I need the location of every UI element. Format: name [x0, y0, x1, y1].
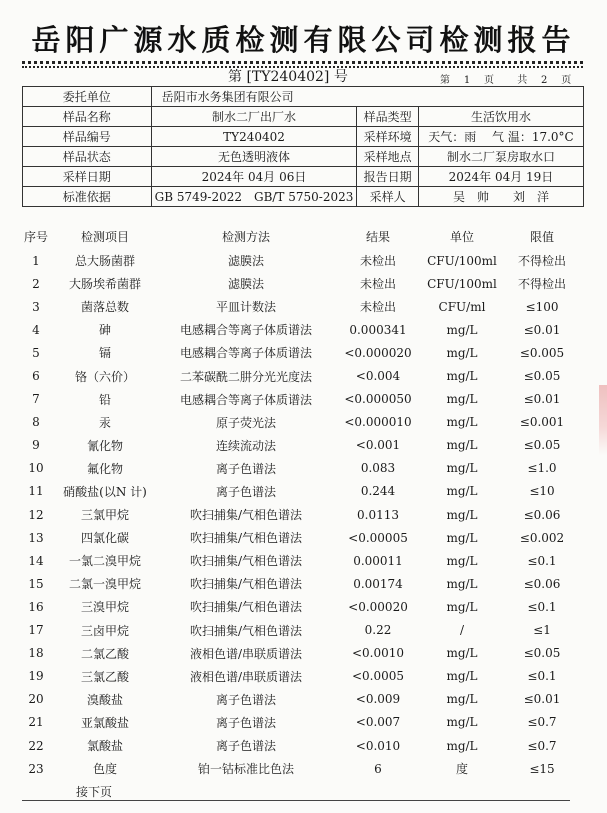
sample-type-label: 样品类型 [357, 107, 419, 127]
test-method: 吹扫捕集/气相色谱法 [189, 531, 303, 546]
state-value: 无色透明液体 [151, 147, 357, 167]
limit: ≤0.1 [527, 669, 557, 684]
test-item: 氯酸盐 [86, 739, 123, 754]
limit: ≤0.7 [527, 715, 557, 730]
table-row [22, 757, 584, 780]
test-result: 0.0113 [357, 507, 399, 522]
report-date-label: 报告日期 [357, 167, 419, 187]
standard-label: 标准依据 [23, 187, 152, 207]
test-item: 菌落总数 [80, 300, 129, 315]
next-page-note: 接下页 [76, 785, 113, 799]
sample-name-label: 样品名称 [23, 107, 152, 127]
test-item: 三氯甲烷 [80, 508, 129, 523]
row-number: 9 [32, 438, 40, 453]
table-row [22, 595, 584, 618]
row-number: 13 [28, 530, 44, 545]
test-item: 亚氯酸盐 [80, 715, 129, 730]
row-number: 1 [32, 253, 40, 268]
test-result: <0.0010 [351, 646, 405, 661]
unit: mg/L [446, 669, 478, 684]
test-results-table [22, 223, 584, 780]
test-method: 吹扫捕集/气相色谱法 [189, 600, 303, 615]
test-result: 未检出 [359, 300, 396, 315]
test-method: 滤膜法 [227, 277, 264, 292]
sampler-value: 吴 帅 刘 洋 [418, 187, 583, 207]
column-header: 检测方法 [221, 229, 270, 244]
test-item: 铅 [98, 392, 111, 407]
test-method: 离子色谱法 [215, 715, 276, 730]
table-row [22, 411, 584, 434]
test-item: 三卤甲烷 [80, 623, 129, 638]
test-item: 三氯乙酸 [80, 669, 129, 684]
test-method: 电感耦合等离子体质谱法 [179, 346, 312, 361]
test-method: 离子色谱法 [215, 692, 276, 707]
unit: CFU/ml [438, 299, 486, 314]
limit: ≤10 [529, 484, 555, 499]
test-method: 原子荧光法 [215, 415, 276, 430]
limit: 不得检出 [517, 277, 566, 292]
row-number: 16 [28, 599, 44, 614]
test-result: <0.00020 [348, 599, 408, 614]
table-row [22, 364, 584, 387]
test-method: 液相色谱/串联质谱法 [189, 669, 303, 684]
unit: mg/L [446, 438, 478, 453]
limit: ≤0.002 [519, 530, 565, 545]
row-number: 20 [28, 692, 44, 707]
title-divider [22, 61, 583, 64]
standard-value: GB 5749-2022 GB/T 5750-2023 [151, 187, 357, 207]
table-row [22, 619, 584, 642]
table-row [22, 734, 584, 757]
unit: mg/L [446, 576, 478, 591]
unit: mg/L [446, 392, 478, 407]
limit: ≤0.7 [527, 738, 557, 753]
client-value: 岳阳市水务集团有限公司 [151, 87, 583, 107]
test-method: 吹扫捕集/气相色谱法 [189, 577, 303, 592]
row-number: 17 [28, 623, 44, 638]
row-number: 3 [32, 299, 40, 314]
test-result: 0.00011 [353, 553, 403, 568]
table-row [22, 295, 584, 318]
test-result: <0.001 [355, 438, 401, 453]
unit: mg/L [446, 461, 478, 476]
test-method: 离子色谱法 [215, 739, 276, 754]
page-label: 第 1 页 [440, 75, 494, 86]
limit: ≤0.005 [519, 345, 565, 360]
table-row [22, 388, 584, 411]
unit: mg/L [446, 715, 478, 730]
test-result: <0.010 [355, 738, 401, 753]
sample-no-label: 样品编号 [23, 127, 152, 147]
table-row [22, 526, 584, 549]
test-item: 氰化物 [86, 438, 123, 453]
unit: mg/L [446, 322, 478, 337]
test-result: <0.0005 [351, 669, 405, 684]
row-number: 8 [32, 415, 40, 430]
table-row [22, 711, 584, 734]
client-label: 委托单位 [23, 87, 152, 107]
test-item: 铬（六价） [74, 369, 135, 384]
limit: ≤0.1 [527, 599, 557, 614]
limit: ≤1 [533, 623, 551, 638]
page-indicator [440, 71, 591, 86]
row-number: 10 [28, 461, 44, 476]
unit: mg/L [446, 345, 478, 360]
test-method: 吹扫捕集/气相色谱法 [189, 623, 303, 638]
table-row [22, 272, 584, 295]
unit: / [459, 623, 465, 638]
table-row [22, 341, 584, 364]
table-row [22, 642, 584, 665]
test-method: 平皿计数法 [215, 300, 276, 315]
test-method: 液相色谱/串联质谱法 [189, 646, 303, 661]
unit: mg/L [446, 692, 478, 707]
test-method: 滤膜法 [227, 254, 264, 269]
test-item: 三溴甲烷 [80, 600, 129, 615]
limit: ≤0.01 [523, 322, 561, 337]
limit: ≤0.05 [523, 438, 561, 453]
test-result: <0.009 [355, 692, 401, 707]
row-number: 12 [28, 507, 44, 522]
test-item: 硝酸盐(以N 计) [63, 484, 147, 499]
report-title: 岳阳广源水质检测有限公司检测报告 [31, 23, 576, 57]
test-item: 大肠埃希菌群 [68, 277, 141, 292]
row-number: 19 [28, 669, 44, 684]
test-result: 0.22 [364, 623, 392, 638]
unit: mg/L [446, 415, 478, 430]
test-item: 一氯二溴甲烷 [68, 554, 141, 569]
limit: ≤15 [529, 761, 555, 776]
unit: CFU/100ml [427, 276, 497, 291]
info-row-dates [23, 167, 584, 187]
test-method: 连续流动法 [215, 438, 276, 453]
table-row [22, 480, 584, 503]
info-row-state [23, 147, 584, 167]
row-number: 5 [32, 345, 40, 360]
info-row-standard [23, 187, 584, 207]
sample-date-label: 采样日期 [23, 167, 152, 187]
test-method: 铂一钴标准比色法 [197, 762, 294, 777]
report-date-value: 2024年 04月 19日 [418, 167, 583, 187]
limit: ≤0.01 [523, 392, 561, 407]
column-header: 序号 [23, 229, 48, 244]
row-number: 4 [32, 322, 40, 337]
location-label: 采样地点 [357, 147, 419, 167]
row-number: 11 [28, 484, 44, 499]
unit: mg/L [446, 484, 478, 499]
unit: CFU/100ml [427, 253, 497, 268]
unit: mg/L [446, 369, 478, 384]
unit: 度 [455, 762, 468, 777]
sample-type-value: 生活饮用水 [418, 107, 583, 127]
sample-date-value: 2024年 04月 06日 [151, 167, 357, 187]
column-header: 单位 [449, 229, 474, 244]
seal-stamp-fragment [599, 385, 607, 455]
test-result: 0.00174 [353, 576, 403, 591]
info-row-sample-no [23, 127, 584, 147]
limit: ≤0.05 [523, 369, 561, 384]
limit: 不得检出 [517, 254, 566, 269]
test-method: 电感耦合等离子体质谱法 [179, 392, 312, 407]
test-method: 吹扫捕集/气相色谱法 [189, 508, 303, 523]
info-row-client [23, 87, 584, 107]
table-row [22, 572, 584, 595]
limit: ≤100 [525, 299, 559, 314]
limit: ≤1.0 [527, 461, 557, 476]
row-number: 18 [28, 646, 44, 661]
limit: ≤0.06 [523, 576, 561, 591]
table-row [22, 688, 584, 711]
location-value: 制水二厂泵房取水口 [418, 147, 583, 167]
env-label: 采样环境 [357, 127, 419, 147]
table-row [22, 549, 584, 572]
row-number: 23 [28, 761, 44, 776]
test-result: 未检出 [359, 254, 396, 269]
limit: ≤0.001 [519, 415, 565, 430]
test-method: 离子色谱法 [215, 484, 276, 499]
test-item: 镉 [98, 346, 111, 361]
test-result: 0.244 [360, 484, 396, 499]
test-item: 二氯一溴甲烷 [68, 577, 141, 592]
row-number: 21 [28, 715, 44, 730]
column-header: 检测项目 [80, 229, 129, 244]
test-result: <0.000010 [344, 415, 412, 430]
test-item: 汞 [98, 415, 111, 430]
row-number: 7 [32, 392, 40, 407]
row-number: 14 [28, 553, 44, 568]
row-number: 22 [28, 738, 44, 753]
limit: ≤0.1 [527, 553, 557, 568]
report-number: 第 [TY240402] 号 [228, 69, 348, 85]
column-header: 限值 [529, 229, 554, 244]
unit: mg/L [446, 599, 478, 614]
table-row [22, 318, 584, 341]
limit: ≤0.06 [523, 507, 561, 522]
sample-no-value: TY240402 [151, 127, 357, 147]
unit: mg/L [446, 530, 478, 545]
test-item: 色度 [92, 762, 117, 777]
test-result: 6 [374, 761, 382, 776]
table-row [22, 457, 584, 480]
column-header: 结果 [365, 229, 390, 244]
test-item: 溴酸盐 [86, 692, 123, 707]
limit: ≤0.05 [523, 646, 561, 661]
unit: mg/L [446, 738, 478, 753]
info-row-sample-name [23, 107, 584, 127]
table-row [22, 249, 584, 272]
test-item: 砷 [98, 323, 111, 338]
sample-name-value: 制水二厂出厂水 [151, 107, 357, 127]
unit: mg/L [446, 646, 478, 661]
row-number: 2 [32, 276, 40, 291]
test-result: 未检出 [359, 277, 396, 292]
test-item: 四氯化碳 [80, 531, 129, 546]
unit: mg/L [446, 553, 478, 568]
test-item: 氟化物 [86, 461, 123, 476]
test-item: 总大肠菌群 [74, 254, 135, 269]
test-method: 二苯碳酰二肼分光光度法 [179, 369, 312, 384]
row-number: 6 [32, 369, 40, 384]
table-row [22, 503, 584, 526]
test-result: 0.000341 [349, 322, 407, 337]
unit: mg/L [446, 507, 478, 522]
test-result: <0.007 [355, 715, 401, 730]
test-result: <0.000050 [344, 392, 412, 407]
test-result: 0.083 [360, 461, 396, 476]
table-row [22, 434, 584, 457]
limit: ≤0.01 [523, 692, 561, 707]
bottom-divider [22, 800, 570, 801]
test-result: <0.000020 [344, 345, 412, 360]
env-value: 天气：雨 气 温：17.0°C [418, 127, 583, 147]
row-number: 15 [28, 576, 44, 591]
test-method: 离子色谱法 [215, 461, 276, 476]
test-method: 电感耦合等离子体质谱法 [179, 323, 312, 338]
test-method: 吹扫捕集/气相色谱法 [189, 554, 303, 569]
total-pages-label: 共 2 页 [517, 75, 572, 86]
test-item: 二氯乙酸 [80, 646, 129, 661]
sampler-label: 采样人 [357, 187, 419, 207]
test-result: <0.00005 [348, 530, 408, 545]
state-label: 样品状态 [23, 147, 152, 167]
table-row [22, 665, 584, 688]
results-header-row [22, 223, 584, 249]
test-result: <0.004 [355, 369, 401, 384]
sample-info-table [22, 86, 584, 207]
